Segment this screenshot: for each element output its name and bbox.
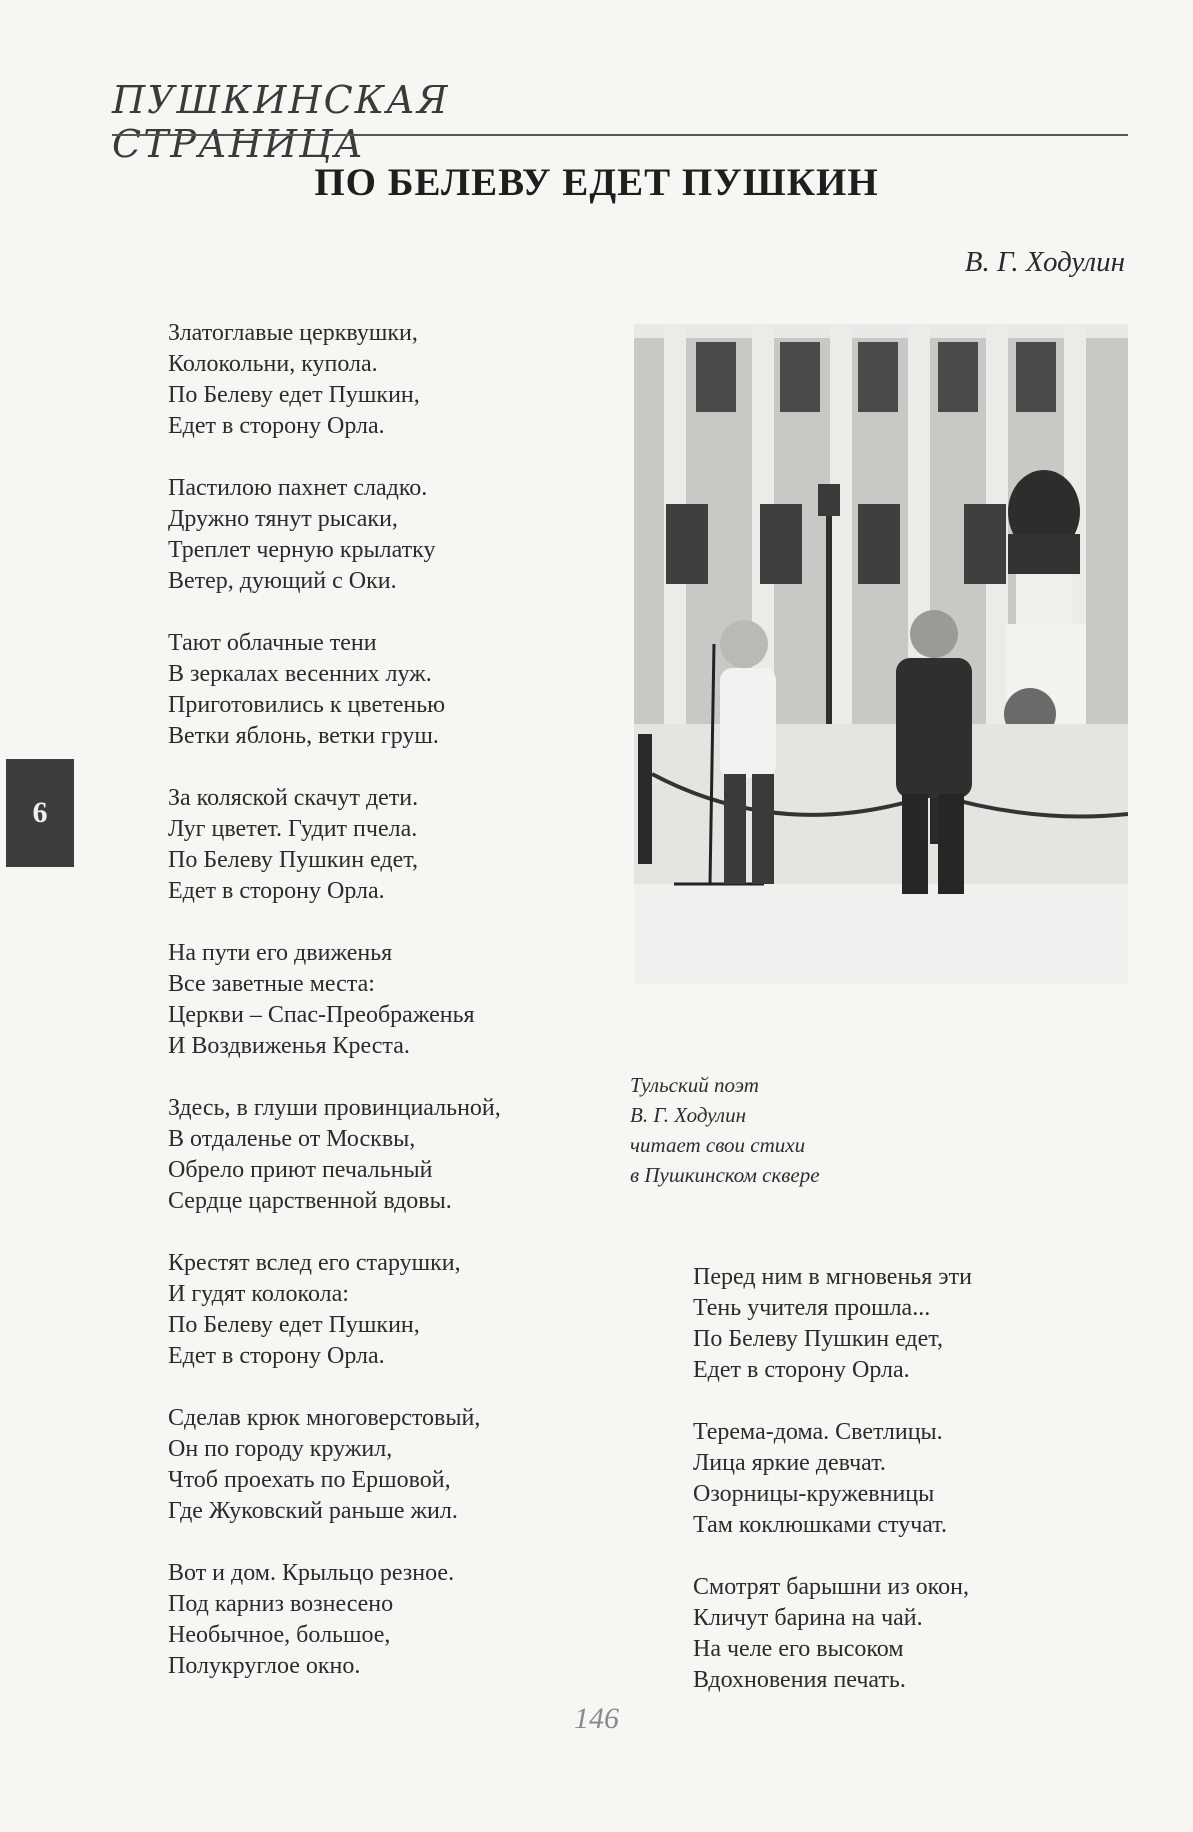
poem-stanza [168, 318, 608, 442]
poem-line: Здесь, в глуши провинциальной, [168, 1095, 501, 1121]
poem-line: Чтоб проехать по Ершовой, [168, 1467, 451, 1493]
poem-stanza [168, 628, 608, 752]
poem-stanza [168, 1558, 608, 1682]
caption-line: в Пушкинском сквере [630, 1163, 820, 1187]
poem-line: Треплет черную крылатку [168, 537, 436, 563]
poem-line: Тень учителя прошла... [693, 1295, 931, 1321]
header-rule [112, 134, 1128, 136]
poem-line: Под карниз вознесено [168, 1591, 394, 1617]
photo-caption [630, 1070, 820, 1190]
poem-line: По Белеву Пушкин едет, [693, 1326, 943, 1352]
poem-line: За коляской скачут дети. [168, 785, 419, 811]
poem-line: По Белеву Пушкин едет, [168, 847, 418, 873]
poem-right-column [693, 1262, 1113, 1727]
poem-line: Пастилою пахнет сладко. [168, 475, 428, 501]
caption-line: Тульский поэт [630, 1073, 759, 1097]
poem-line: Все заветные места: [168, 971, 375, 997]
poem-line: Едет в сторону Орла. [168, 1343, 385, 1369]
poem-stanza [168, 938, 608, 1062]
poem-line: Там коклюшками стучат. [693, 1512, 947, 1538]
poem-stanza [693, 1262, 1113, 1386]
page-number: 146 [574, 1702, 619, 1735]
poem-stanza [168, 1093, 608, 1217]
poem-line: Сердце царственной вдовы. [168, 1188, 452, 1214]
poem-line: Златоглавые церквушки, [168, 320, 418, 346]
poem-line: Едет в сторону Орла. [168, 878, 385, 904]
poem-line: Вдохновения печать. [693, 1667, 906, 1693]
poem-line: Терема-дома. Светлицы. [693, 1419, 943, 1445]
poem-line: Ветер, дующий с Оки. [168, 568, 397, 594]
poem-stanza [168, 1248, 608, 1372]
poem-line: На челе его высоком [693, 1636, 904, 1662]
poem-line: Где Жуковский раньше жил. [168, 1498, 458, 1524]
poem-line: Луг цветет. Гудит пчела. [168, 816, 418, 842]
poem-stanza [168, 783, 608, 907]
caption-line: читает свои стихи [630, 1133, 806, 1157]
poem-line: Сделав крюк многоверстовый, [168, 1405, 481, 1431]
poem-stanza [693, 1417, 1113, 1541]
photo [634, 324, 1128, 984]
poem-line: Приготовились к цветенью [168, 692, 446, 718]
poem-line: Необычное, большое, [168, 1622, 391, 1648]
poem-line: Колокольни, купола. [168, 351, 378, 377]
caption-line: В. Г. Ходулин [630, 1103, 747, 1127]
poem-stanza [168, 473, 608, 597]
poem-line: В отдаленье от Москвы, [168, 1126, 416, 1152]
poem-line: Едет в сторону Орла. [168, 413, 385, 439]
poem-line: И гудят колокола: [168, 1281, 349, 1307]
article-title: ПО БЕЛЕВУ ЕДЕТ ПУШКИН [314, 161, 879, 204]
poem-left-column [168, 318, 608, 1713]
poem-line: Лица яркие девчат. [693, 1450, 886, 1476]
photo-illustration [634, 324, 1128, 984]
poem-line: Кличут барина на чай. [693, 1605, 923, 1631]
poem-line: Крестят вслед его старушки, [168, 1250, 461, 1276]
poem-line: И Воздвиженья Креста. [168, 1033, 410, 1059]
poem-line: В зеркалах весенних луж. [168, 661, 432, 687]
poem-line: Он по городу кружил, [168, 1436, 393, 1462]
poem-stanza [168, 1403, 608, 1527]
poem-line: По Белеву едет Пушкин, [168, 382, 420, 408]
poem-line: По Белеву едет Пушкин, [168, 1312, 420, 1338]
author-name: В. Г. Ходулин [964, 246, 1125, 278]
poem-line: Обрело приют печальный [168, 1157, 433, 1183]
poem-line: Церкви – Спас-Преображенья [168, 1002, 475, 1028]
poem-line: Дружно тянут рысаки, [168, 506, 398, 532]
poem-line: Перед ним в мгновенья эти [693, 1264, 972, 1290]
chapter-tab: 6 [6, 759, 74, 867]
poem-stanza [693, 1572, 1113, 1696]
section-title: ПУШКИНСКАЯ СТРАНИЦА [112, 78, 450, 166]
poem-line: Смотрят барышни из окон, [693, 1574, 969, 1600]
poem-line: Едет в сторону Орла. [693, 1357, 910, 1383]
poem-line: Ветки яблонь, ветки груш. [168, 723, 439, 749]
poem-line: Вот и дом. Крыльцо резное. [168, 1560, 455, 1586]
poem-line: Озорницы-кружевницы [693, 1481, 935, 1507]
poem-line: Тают облачные тени [168, 630, 377, 656]
poem-line: Полукруглое окно. [168, 1653, 361, 1679]
poem-line: На пути его движенья [168, 940, 393, 966]
